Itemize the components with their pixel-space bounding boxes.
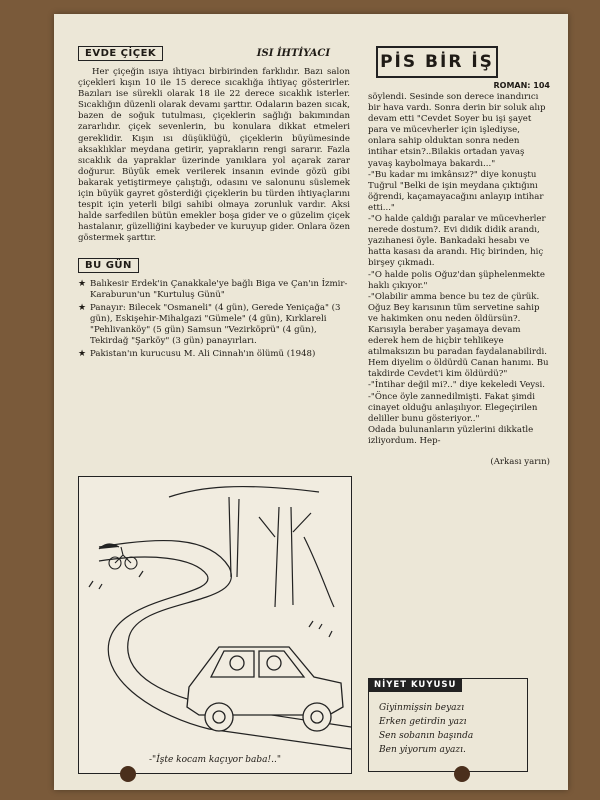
evde-cicek-text: Her çiçeğin ısıya ihtiyacı birbirinden farklıdır. Bazı salon çiçekleri kışın 10 ile 15 derece sıcaklığa ihtiyaç gösterirler. Bazıları ise sürekli olarak 18 ile 22 derece sıcaklık isterler. Sıcaklığın düzenli olarak devamı şarttır. Odaların bazen sıcak, bazen de soğuk tutulması, çiçeklerin sağlığı bakımından zararlıdır. çiçek sevenlerin, bu konulara dikkat etmeleri gereklidir. Kışın ısı düşüklüğü, çiçeklerin büyümesinde aksaklıklar meydana getirir, yaprakların rengi sararır. Fazla sıcaklık da yapraklar üzerinde yanıklara yol açarak zarar doğurur. Büyük emek verilerek insanın evinde gözü gibi bakarak yetiştirmeye çalıştığı, odasını ve salonunu süslemek için büyük gayret gösterdiği çiçeklerin bu türden ihtiyaçlarını tespit için yeterli bilgi sahibi olmaya zorunluk vardır. Aksi halde sarfedilen bütün emekler boşa gider ve o güzelim çiçek hastalanır, güzelliğini kaybeder ve kuruyup gider. Onlara özen göstermek şarttır. [78,67,350,244]
list-item: ★ Panayır: Bilecek "Osmaneli" (4 gün), Gerede Yeniçağa" (3 gün), Eskişehir-Mihalgazi "Gümele" (4 gün), Kırklareli "Pehlivanköy" (5 gün) Samsun "Vezirköprü" (4 gün), Tekirdağ "Şarköy" (3 gün) panayırları. [78,302,341,346]
poem-line: Sen sobanın başında [379,731,474,741]
evde-cicek-subtitle: ISI İHTİYACI [256,48,330,59]
niyet-kuyusu-label: NİYET KUYUSU [368,678,462,692]
poem-line: Erken getirdin yazı [379,717,467,727]
poem-line: Giyinmişsin beyazı [379,703,465,713]
continued-note: (Arkası yarın) [490,457,550,467]
punch-hole [120,766,136,782]
bugun-section [78,253,350,360]
cartoon-panel [78,476,352,774]
punch-hole [454,766,470,782]
niyet-kuyusu-box [368,678,528,772]
roman-text: söylendi. Sesinde son derece inandırıcı bir hava vardı. Sonra derin bir soluk alıp devam etti "Cevdet Soyer bu işi şayet para ve mücevherler için işlediyse, onlara sahip olduktan sonra neden intihar etsin?..Bilakis ortadan yavaş yavaş kaybolmaya bakardı..." -"Bu kadar mı imkânsız?" diye konuştu Tuğrul "Belki de işin meydana çıktığını öğrendi, kaçamayacağını anlayıp intihar etti..." -"O halde çaldığı paralar ve mücevherler nerede dostum?. Evi didik didik arandı, yazıhanesi öyle. Bankadaki hesabı ve hatta kasası da arandı. Hiç birinden, hiç birşey çıkmadı. -"O halde polis Oğuz'dan şüphelenmekte haklı çıkıyor." -"Olabilir amma bence bu tez de çürük. Oğuz Bey karısının tüm servetine sahip ve hakimken onu neden öldürsün?. Karısıyla beraber yaşamaya devam ederek hem de hiçbir tehlikeye atılmaksızın bu paradan faydalanabilirdi. Hem diyelim o öldürdü Canan hanımı. Bu takdirde Cevdet'i kim öldürdü?" -"İntihar değil mi?.." diye kekeledi Veysi. -"Önce öyle zannedilmişti. Fakat şimdi cinayet olduğu anlaşılıyor. Elegeçirilen deliller bunu gösteriyor.." Odada bulunanların yüzlerini dikkatle izliyordum. Hep- [368,92,549,446]
bugun-label: BU GÜN [78,258,139,273]
evde-cicek-label: EVDE ÇİÇEK [78,46,163,61]
roman-title: PİS BİR İŞ [376,46,498,78]
newspaper-page [54,14,568,790]
left-column [78,46,350,362]
star-icon: ★ [78,348,87,359]
star-icon: ★ [78,278,87,289]
bugun-list [78,279,350,360]
cartoon-caption: -"İşte kocam kaçıyor baba!.." [149,755,281,765]
evde-cicek-header [78,46,350,61]
star-icon: ★ [78,302,87,313]
roman-number: ROMAN: 104 [493,81,550,90]
niyet-poem [379,701,473,757]
cartoon-drawing [79,477,351,773]
list-item: ★ Pakistan'ın kurucusu M. Ali Cinnah'ın ölümü (1948) [78,348,316,359]
right-column [368,46,550,467]
list-item: ★ Balıkesir Erdek'in Çanakkale'ye bağlı Biga ve Çan'ın İzmir-Karaburun'un "Kurtuluş Günü" [78,278,348,300]
poem-line: Ben yiyorum ayazı. [379,745,466,755]
